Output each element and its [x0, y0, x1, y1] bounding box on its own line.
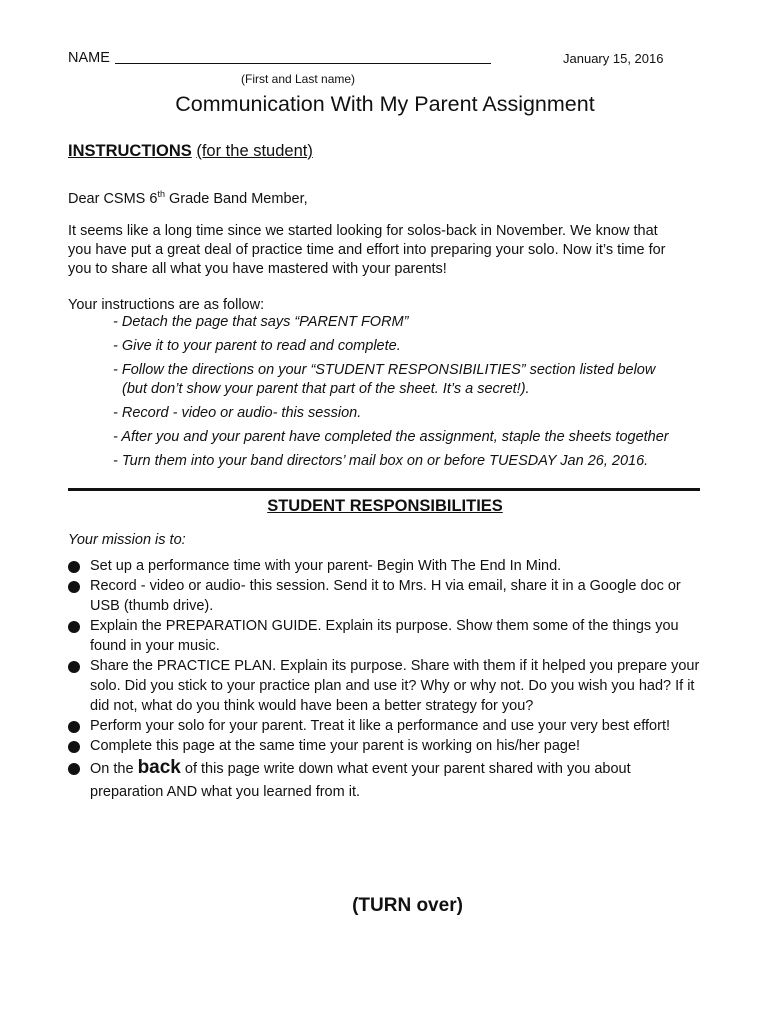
bullet-icon — [68, 561, 80, 573]
list-item-text: Record - video or audio- this session. Send it to Mrs. H via email, share it in a Google doc or USB (thumb drive). — [90, 578, 681, 614]
mission-label: Your mission is to: — [68, 532, 186, 548]
intro-line-1: It seems like a long time since we started looking for solos-back in November. We know that — [68, 223, 658, 239]
greeting — [68, 185, 308, 209]
bullet-icon — [68, 621, 80, 633]
bullet-icon — [68, 741, 80, 753]
intro-line-3: you to share all what you have mastered with your parents! — [68, 261, 447, 277]
step-item: - Detach the page that says “PARENT FORM” — [113, 314, 409, 330]
bullet-icon — [68, 661, 80, 673]
turn-over-note: (TURN over) — [352, 895, 463, 916]
list-item-text: Complete this page at the same time your parent is working on his/her page! — [90, 738, 581, 754]
list-item-text: Explain the PREPARATION GUIDE. Explain its purpose. Show them some of the things you found in your music. — [90, 618, 679, 654]
list-item — [68, 736, 708, 756]
follow-label: Your instructions are as follow: — [68, 297, 265, 313]
bullet-icon — [68, 581, 80, 593]
greeting-post: Grade Band Member, — [164, 190, 308, 207]
intro-line-2: you have put a great deal of practice time and effort into preparing your solo. Now it’s time for — [68, 242, 666, 258]
step-item: - Give it to your parent to read and complete. — [113, 338, 401, 354]
list-item — [68, 576, 708, 616]
step-item: - Follow the directions on your “STUDENT RESPONSIBILITIES” section listed below — [113, 362, 656, 378]
intro-paragraph — [68, 222, 708, 279]
list-item — [68, 616, 708, 656]
student-responsibilities-heading: STUDENT RESPONSIBILITIES — [267, 497, 503, 515]
name-label: NAME — [68, 50, 110, 66]
page-title: Communication With My Parent Assignment — [175, 92, 595, 116]
instructions-heading-suffix: (for the student) — [196, 142, 313, 160]
step-item: - After you and your parent have completed the assignment, staple the sheets together — [113, 429, 669, 445]
name-hint: (First and Last name) — [241, 72, 356, 86]
step-item: - Record - video or audio- this session. — [113, 405, 362, 421]
list-item — [68, 556, 708, 576]
step-item: (but don’t show your parent that part of the sheet. It’s a secret!). — [122, 381, 530, 397]
instructions-heading — [68, 142, 313, 161]
list-item-text-pre: On the — [90, 761, 138, 777]
greeting-sup: th — [157, 189, 165, 199]
list-item — [68, 656, 708, 716]
list-item — [68, 756, 708, 804]
responsibility-list — [68, 556, 708, 804]
bullet-icon — [68, 763, 80, 775]
greeting-pre: Dear CSMS 6 — [68, 190, 158, 207]
list-item-text: Share the PRACTICE PLAN. Explain its purpose. Share with them if it helped you prepare your solo. Did you stick to your practice plan and use it? Why or why not. Do you wish you had? If it did not, what do you think would have been a better strategy for you? — [90, 658, 700, 714]
list-item-text: Perform your solo for your parent. Treat it like a performance and use your very best effort! — [90, 718, 670, 734]
name-blank-line — [115, 48, 491, 64]
list-item-text-post: of this page write down what event your parent shared with you about preparation AND what you learned from it. — [90, 761, 631, 800]
step-item: - Turn them into your band directors’ mail box on or before TUESDAY Jan 26, 2016. — [113, 453, 649, 469]
date: January 15, 2016 — [563, 51, 664, 66]
list-item — [68, 716, 708, 736]
section-divider — [68, 488, 700, 491]
instructions-heading-bold: INSTRUCTIONS — [68, 142, 192, 160]
list-item-text: Set up a performance time with your parent- Begin With The End In Mind. — [90, 558, 562, 574]
list-item-emphasis: back — [137, 757, 181, 778]
name-field-line — [68, 48, 491, 66]
bullet-icon — [68, 721, 80, 733]
